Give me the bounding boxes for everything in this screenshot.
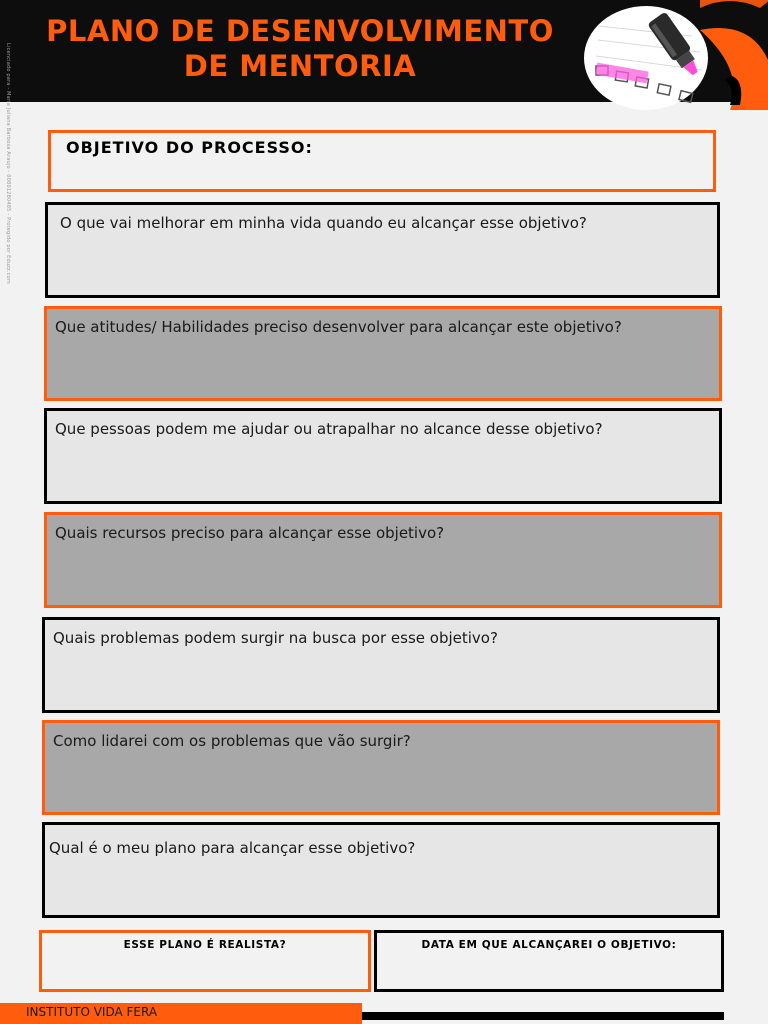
date-box[interactable] (374, 930, 724, 992)
question-box-5[interactable] (42, 617, 720, 713)
footer-bar (0, 1003, 362, 1024)
objective-label: OBJETIVO DO PROCESSO: (66, 138, 313, 157)
question-box-3[interactable] (44, 408, 722, 504)
question-box-1[interactable] (45, 202, 720, 298)
question-6: Como lidarei com os problemas que vão surgir? (53, 732, 411, 750)
realistic-box[interactable] (39, 930, 371, 992)
question-2: Que atitudes/ Habilidades preciso desenvolver para alcançar este objetivo? (55, 318, 622, 336)
page-title (12, 14, 588, 84)
question-3: Que pessoas podem me ajudar ou atrapalhar no alcance desse objetivo? (55, 420, 603, 438)
question-4: Quais recursos preciso para alcançar esse objetivo? (55, 524, 445, 542)
license-note: Licenciado para - Maria Juliana Barbosa Araujo - 00801280485 - Protegido por Eduzz.com (5, 43, 11, 284)
highlighter-checklist-icon (580, 0, 768, 110)
date-label: DATA EM QUE ALCANÇAREI O OBJETIVO: (421, 939, 677, 951)
title-line-1: PLANO DE DESENVOLVIMENTO (46, 14, 554, 48)
footer-text: INSTITUTO VIDA FERA (26, 1005, 158, 1019)
question-box-2[interactable] (44, 306, 722, 401)
question-box-4[interactable] (44, 512, 722, 608)
title-line-2: DE MENTORIA (183, 49, 417, 83)
footer-line (362, 1012, 724, 1020)
question-1: O que vai melhorar em minha vida quando eu alcançar esse objetivo? (60, 214, 587, 232)
header-banner (0, 0, 768, 102)
objective-box[interactable] (48, 130, 716, 192)
realistic-label: ESSE PLANO É REALISTA? (123, 939, 287, 951)
question-box-7[interactable] (42, 822, 720, 918)
question-box-6[interactable] (42, 720, 720, 815)
question-5: Quais problemas podem surgir na busca por esse objetivo? (53, 629, 498, 647)
question-7: Qual é o meu plano para alcançar esse objetivo? (49, 839, 416, 857)
